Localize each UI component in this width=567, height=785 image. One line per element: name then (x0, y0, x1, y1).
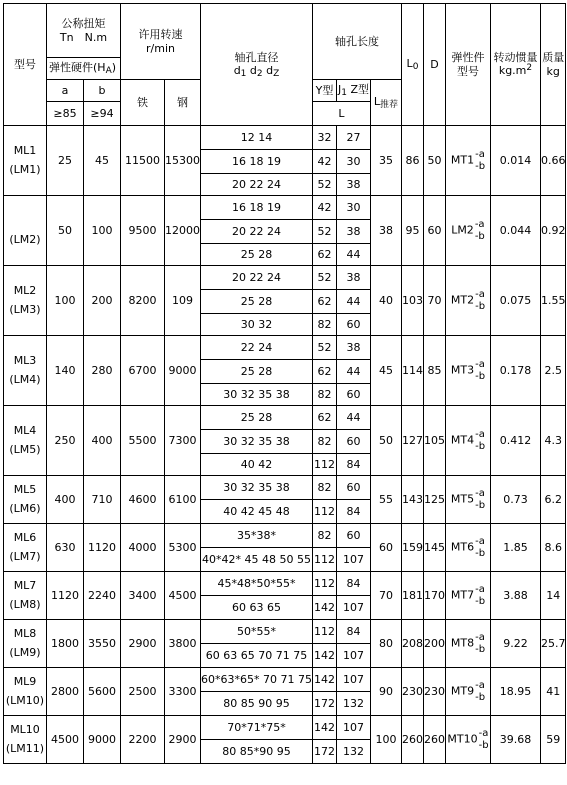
header-a-range: ≥85 (47, 102, 84, 126)
table-row (4, 406, 566, 430)
cell-jz-length: 107 (336, 644, 370, 668)
cell-d: 125 (423, 476, 445, 524)
cell-y-length: 82 (312, 430, 336, 454)
cell-a: 4500 (47, 716, 84, 764)
cell-jz-length: 84 (336, 572, 370, 596)
cell-y-length: 42 (312, 196, 336, 220)
cell-jz-length: 44 (336, 360, 370, 384)
cell-y-length: 52 (312, 336, 336, 360)
cell-inertia: 18.95 (490, 668, 540, 716)
cell-l0: 208 (401, 620, 423, 668)
cell-d: 145 (423, 524, 445, 572)
cell-b: 1120 (84, 524, 121, 572)
cell-l-recommended: 45 (370, 336, 401, 406)
cell-y-length: 82 (312, 476, 336, 500)
cell-elastic: MT8-a -b (445, 620, 490, 668)
cell-steel: 9000 (165, 336, 201, 406)
cell-elastic: MT5-a -b (445, 476, 490, 524)
cell-jz-length: 107 (336, 596, 370, 620)
cell-elastic: MT3-a -b (445, 336, 490, 406)
header-y-type: Y型 (312, 80, 336, 102)
header-model: 型号 (4, 4, 47, 126)
cell-diameter: 16 18 19 (201, 196, 313, 220)
cell-inertia: 9.22 (490, 620, 540, 668)
cell-diameter: 16 18 19 (201, 150, 313, 174)
cell-mass: 4.3 (540, 406, 566, 476)
cell-inertia: 0.044 (490, 196, 540, 266)
header-elastic: 弹性件 型号 (445, 4, 490, 126)
cell-a: 1120 (47, 572, 84, 620)
cell-y-length: 172 (312, 692, 336, 716)
cell-mass: 8.6 (540, 524, 566, 572)
cell-y-length: 112 (312, 454, 336, 476)
cell-inertia: 1.85 (490, 524, 540, 572)
cell-iron: 2500 (121, 668, 165, 716)
cell-inertia: 3.88 (490, 572, 540, 620)
cell-iron: 2900 (121, 620, 165, 668)
header-speed: 许用转速 r/min (121, 4, 201, 80)
header-steel: 钢 (165, 80, 201, 126)
table-row (4, 716, 566, 740)
model-cell: ML4 (LM5) (4, 406, 47, 476)
cell-inertia: 0.412 (490, 406, 540, 476)
cell-iron: 11500 (121, 126, 165, 196)
cell-iron: 9500 (121, 196, 165, 266)
cell-jz-length: 38 (336, 174, 370, 196)
cell-y-length: 42 (312, 150, 336, 174)
cell-steel: 5300 (165, 524, 201, 572)
cell-elastic: MT4-a -b (445, 406, 490, 476)
cell-y-length: 32 (312, 126, 336, 150)
cell-steel: 109 (165, 266, 201, 336)
cell-diameter: 20 22 24 (201, 220, 313, 244)
cell-iron: 5500 (121, 406, 165, 476)
cell-jz-length: 107 (336, 548, 370, 572)
cell-elastic: MT6-a -b (445, 524, 490, 572)
cell-mass: 59 (540, 716, 566, 764)
table-row (4, 572, 566, 596)
cell-steel: 2900 (165, 716, 201, 764)
cell-d: 105 (423, 406, 445, 476)
cell-jz-length: 107 (336, 668, 370, 692)
cell-mass: 6.2 (540, 476, 566, 524)
cell-b: 5600 (84, 668, 121, 716)
cell-diameter: 80 85 90 95 (201, 692, 313, 716)
cell-d: 260 (423, 716, 445, 764)
header-col-a: a (47, 80, 84, 102)
cell-diameter: 30 32 (201, 314, 313, 336)
cell-a: 50 (47, 196, 84, 266)
cell-diameter: 30 32 35 38 (201, 476, 313, 500)
cell-b: 3550 (84, 620, 121, 668)
cell-iron: 3400 (121, 572, 165, 620)
cell-steel: 15300 (165, 126, 201, 196)
cell-diameter: 35*38* (201, 524, 313, 548)
cell-jz-length: 84 (336, 454, 370, 476)
cell-diameter: 80 85*90 95 (201, 740, 313, 764)
model-cell: ML8 (LM9) (4, 620, 47, 668)
cell-y-length: 142 (312, 716, 336, 740)
cell-elastic: MT1-a -b (445, 126, 490, 196)
header-hardness: 弹性硬件(HA) (47, 58, 121, 80)
cell-b: 280 (84, 336, 121, 406)
cell-inertia: 0.014 (490, 126, 540, 196)
cell-y-length: 142 (312, 596, 336, 620)
header-diameter: 轴孔直径 d1 d2 dZ (201, 4, 313, 126)
cell-diameter: 50*55* (201, 620, 313, 644)
cell-mass: 25.7 (540, 620, 566, 668)
cell-steel: 6100 (165, 476, 201, 524)
table-row (4, 196, 566, 220)
cell-inertia: 0.73 (490, 476, 540, 524)
cell-elastic: LM2-a -b (445, 196, 490, 266)
cell-y-length: 62 (312, 360, 336, 384)
cell-jz-length: 132 (336, 740, 370, 764)
cell-l-recommended: 40 (370, 266, 401, 336)
model-cell: ML9 (LM10) (4, 668, 47, 716)
cell-inertia: 39.68 (490, 716, 540, 764)
cell-jz-length: 107 (336, 716, 370, 740)
cell-jz-length: 38 (336, 336, 370, 360)
header-jz-type: J1 Z型 (336, 80, 370, 102)
model-cell: ML10 (LM11) (4, 716, 47, 764)
cell-b: 710 (84, 476, 121, 524)
cell-l0: 159 (401, 524, 423, 572)
cell-d: 230 (423, 668, 445, 716)
cell-y-length: 62 (312, 244, 336, 266)
cell-y-length: 112 (312, 620, 336, 644)
cell-d: 170 (423, 572, 445, 620)
cell-y-length: 112 (312, 500, 336, 524)
cell-diameter: 25 28 (201, 406, 313, 430)
cell-steel: 3300 (165, 668, 201, 716)
cell-mass: 0.92 (540, 196, 566, 266)
cell-l-recommended: 70 (370, 572, 401, 620)
cell-l-recommended: 90 (370, 668, 401, 716)
header-iron: 铁 (121, 80, 165, 126)
header-l-col: L (312, 102, 370, 126)
table-row (4, 126, 566, 150)
cell-y-length: 52 (312, 266, 336, 290)
cell-y-length: 142 (312, 668, 336, 692)
cell-diameter: 20 22 24 (201, 266, 313, 290)
cell-a: 25 (47, 126, 84, 196)
cell-jz-length: 60 (336, 314, 370, 336)
cell-diameter: 60 63 65 70 71 75 (201, 644, 313, 668)
cell-l-recommended: 35 (370, 126, 401, 196)
cell-y-length: 62 (312, 290, 336, 314)
cell-mass: 41 (540, 668, 566, 716)
cell-l-recommended: 100 (370, 716, 401, 764)
cell-l0: 143 (401, 476, 423, 524)
cell-diameter: 30 32 35 38 (201, 384, 313, 406)
cell-y-length: 62 (312, 406, 336, 430)
cell-y-length: 52 (312, 220, 336, 244)
model-cell: ML1 (LM1) (4, 126, 47, 196)
cell-jz-length: 44 (336, 290, 370, 314)
cell-b: 45 (84, 126, 121, 196)
cell-diameter: 40 42 (201, 454, 313, 476)
cell-jz-length: 44 (336, 406, 370, 430)
cell-jz-length: 44 (336, 244, 370, 266)
cell-diameter: 40 42 45 48 (201, 500, 313, 524)
model-cell: ML7 (LM8) (4, 572, 47, 620)
cell-steel: 3800 (165, 620, 201, 668)
cell-elastic: MT7-a -b (445, 572, 490, 620)
cell-l0: 230 (401, 668, 423, 716)
cell-a: 2800 (47, 668, 84, 716)
header-col-b: b (84, 80, 121, 102)
cell-a: 1800 (47, 620, 84, 668)
cell-diameter: 12 14 (201, 126, 313, 150)
header-hole-length: 轴孔长度 (312, 4, 401, 80)
table-row (4, 524, 566, 548)
cell-jz-length: 27 (336, 126, 370, 150)
model-cell: (LM2) (4, 196, 47, 266)
cell-jz-length: 84 (336, 620, 370, 644)
model-cell: ML6 (LM7) (4, 524, 47, 572)
cell-l-recommended: 38 (370, 196, 401, 266)
cell-d: 50 (423, 126, 445, 196)
cell-y-length: 82 (312, 314, 336, 336)
cell-d: 200 (423, 620, 445, 668)
cell-jz-length: 30 (336, 196, 370, 220)
cell-l0: 103 (401, 266, 423, 336)
cell-diameter: 25 28 (201, 360, 313, 384)
cell-mass: 0.66 (540, 126, 566, 196)
cell-elastic: MT9-a -b (445, 668, 490, 716)
header-mass: 质量 kg (540, 4, 566, 126)
table-row (4, 620, 566, 644)
cell-diameter: 60*63*65* 70 71 75 (201, 668, 313, 692)
cell-jz-length: 38 (336, 220, 370, 244)
cell-d: 70 (423, 266, 445, 336)
cell-steel: 12000 (165, 196, 201, 266)
cell-steel: 4500 (165, 572, 201, 620)
cell-elastic: MT2-a -b (445, 266, 490, 336)
cell-elastic: MT10-a -b (445, 716, 490, 764)
model-cell: ML5 (LM6) (4, 476, 47, 524)
cell-iron: 6700 (121, 336, 165, 406)
table-row (4, 668, 566, 692)
cell-jz-length: 60 (336, 524, 370, 548)
cell-l-recommended: 50 (370, 406, 401, 476)
cell-l-recommended: 55 (370, 476, 401, 524)
cell-l0: 127 (401, 406, 423, 476)
cell-jz-length: 132 (336, 692, 370, 716)
cell-jz-length: 60 (336, 476, 370, 500)
cell-b: 9000 (84, 716, 121, 764)
cell-inertia: 0.075 (490, 266, 540, 336)
cell-b: 200 (84, 266, 121, 336)
model-cell: ML3 (LM4) (4, 336, 47, 406)
cell-d: 85 (423, 336, 445, 406)
cell-d: 60 (423, 196, 445, 266)
cell-diameter: 25 28 (201, 244, 313, 266)
cell-b: 400 (84, 406, 121, 476)
cell-b: 2240 (84, 572, 121, 620)
header-b-range: ≥94 (84, 102, 121, 126)
cell-steel: 7300 (165, 406, 201, 476)
cell-diameter: 22 24 (201, 336, 313, 360)
cell-jz-length: 84 (336, 500, 370, 524)
cell-mass: 1.55 (540, 266, 566, 336)
cell-l-recommended: 80 (370, 620, 401, 668)
cell-l0: 181 (401, 572, 423, 620)
cell-y-length: 142 (312, 644, 336, 668)
cell-b: 100 (84, 196, 121, 266)
cell-l0: 95 (401, 196, 423, 266)
table-row (4, 476, 566, 500)
cell-l-recommended: 60 (370, 524, 401, 572)
cell-iron: 2200 (121, 716, 165, 764)
cell-mass: 2.5 (540, 336, 566, 406)
model-cell: ML2 (LM3) (4, 266, 47, 336)
cell-l0: 260 (401, 716, 423, 764)
cell-diameter: 25 28 (201, 290, 313, 314)
coupling-spec-table (3, 3, 566, 764)
cell-jz-length: 60 (336, 384, 370, 406)
cell-diameter: 45*48*50*55* (201, 572, 313, 596)
header-torque: 公称扭矩 Tn N.m (47, 4, 121, 58)
cell-y-length: 172 (312, 740, 336, 764)
cell-a: 630 (47, 524, 84, 572)
cell-diameter: 70*71*75* (201, 716, 313, 740)
header-l0: L0 (401, 4, 423, 126)
cell-a: 250 (47, 406, 84, 476)
table-row (4, 266, 566, 290)
cell-diameter: 20 22 24 (201, 174, 313, 196)
header-inertia: 转动惯量 $kg.m^2$ (490, 4, 540, 126)
cell-iron: 4600 (121, 476, 165, 524)
cell-iron: 8200 (121, 266, 165, 336)
cell-l0: 114 (401, 336, 423, 406)
cell-mass: 14 (540, 572, 566, 620)
cell-jz-length: 60 (336, 430, 370, 454)
cell-a: 400 (47, 476, 84, 524)
cell-jz-length: 30 (336, 150, 370, 174)
header-l-recommended: L推荐 (370, 80, 401, 126)
table-row (4, 336, 566, 360)
cell-a: 100 (47, 266, 84, 336)
cell-y-length: 112 (312, 548, 336, 572)
cell-y-length: 82 (312, 524, 336, 548)
cell-jz-length: 38 (336, 266, 370, 290)
cell-l0: 86 (401, 126, 423, 196)
cell-y-length: 52 (312, 174, 336, 196)
cell-a: 140 (47, 336, 84, 406)
cell-y-length: 112 (312, 572, 336, 596)
cell-diameter: 60 63 65 (201, 596, 313, 620)
cell-diameter: 30 32 35 38 (201, 430, 313, 454)
cell-iron: 4000 (121, 524, 165, 572)
cell-inertia: 0.178 (490, 336, 540, 406)
header-d: D (423, 4, 445, 126)
cell-diameter: 40*42* 45 48 50 55 (201, 548, 313, 572)
cell-y-length: 82 (312, 384, 336, 406)
